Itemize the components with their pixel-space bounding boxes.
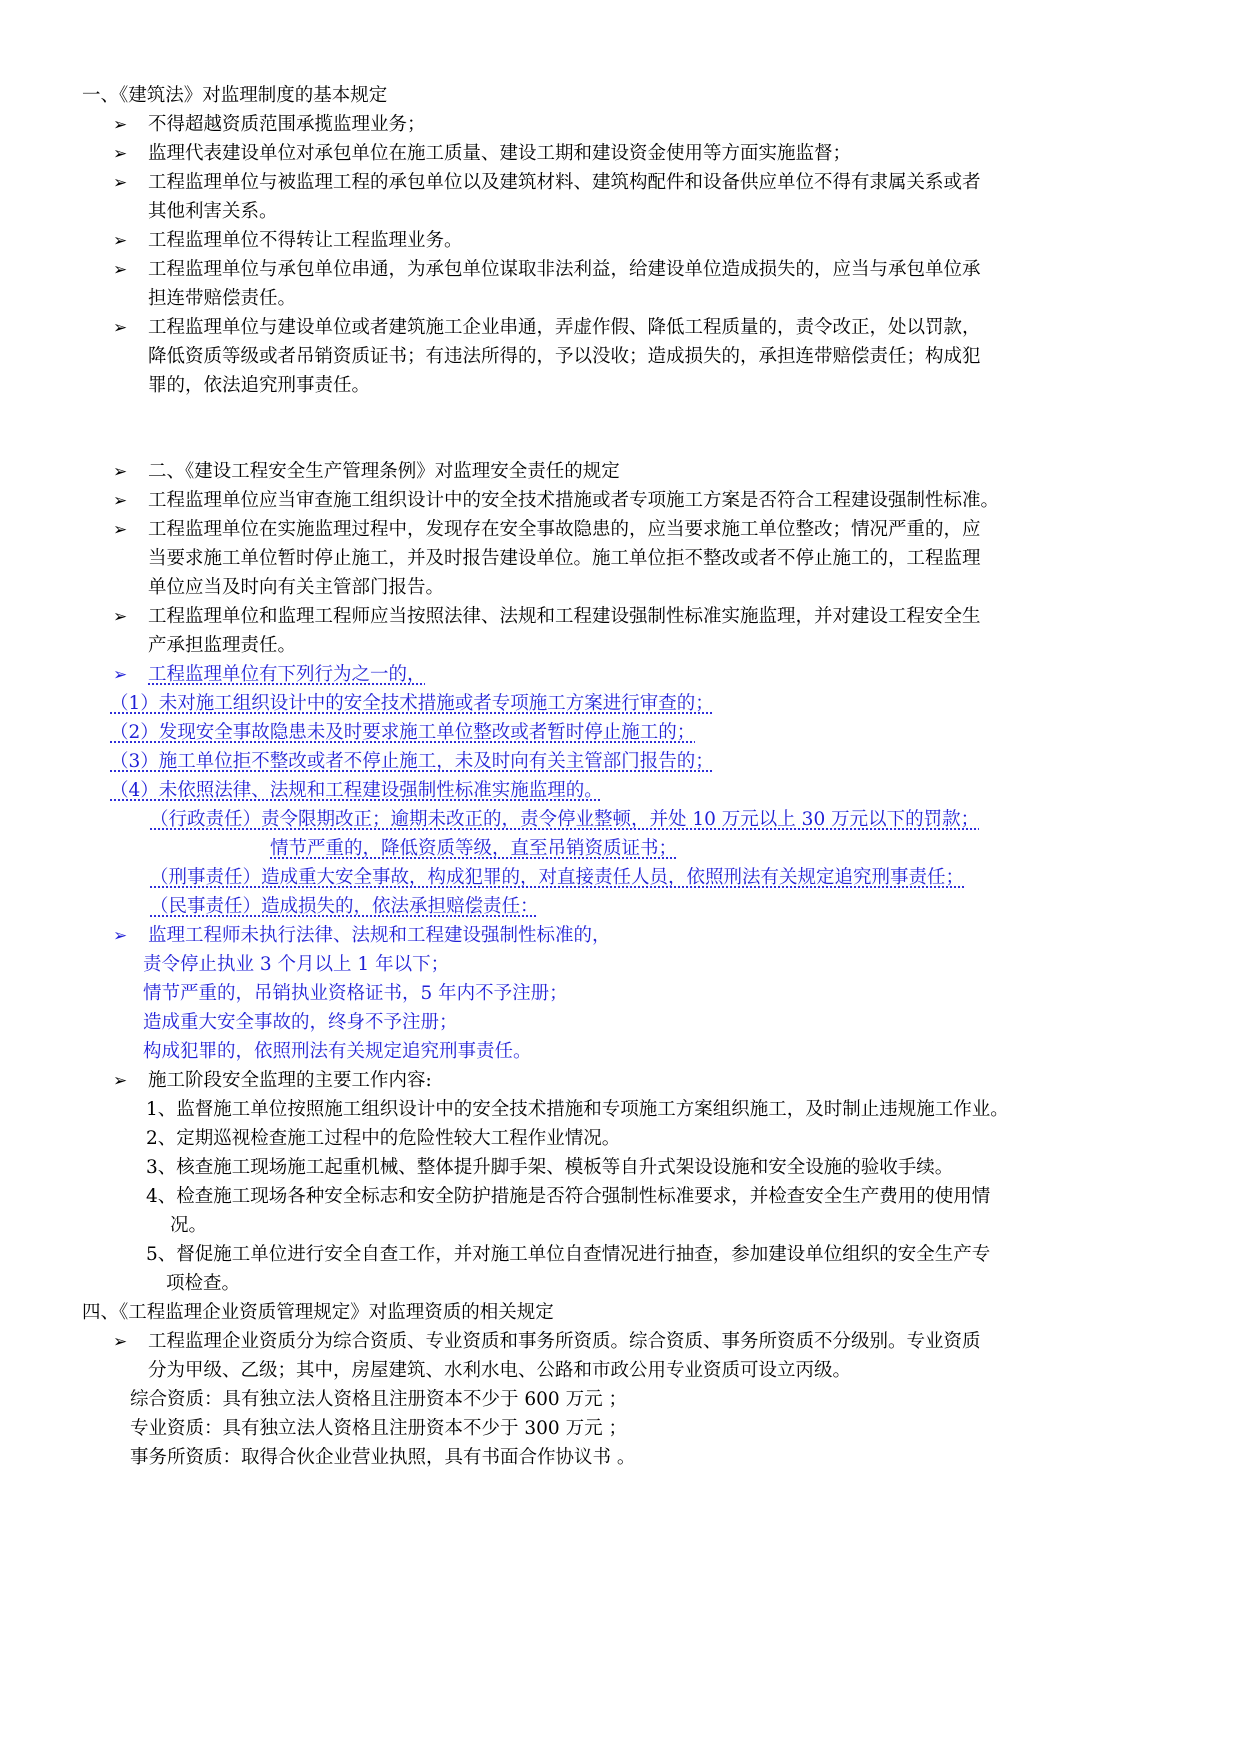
section-4-heading: 四、《工程监理企业资质管理规定》对监理资质的相关规定 xyxy=(82,1302,554,1323)
bullet-icon: ➢ xyxy=(113,231,128,251)
bullet-icon: ➢ xyxy=(113,115,128,135)
bullet-icon: ➢ xyxy=(113,926,128,946)
liability-criminal: （刑事责任）造成重大安全事故，构成犯罪的，对直接责任人员，依照刑法有关规定追究刑事责任； xyxy=(150,867,965,888)
list-item: 工程监理单位与被监理工程的承包单位以及建筑材料、建筑构配件和设备供应单位不得有隶属关系或者 xyxy=(148,172,981,193)
list-item: 工程监理单位在实施监理过程中，发现存在安全事故隐患的，应当要求施工单位整改；情况严重的，应 xyxy=(148,519,981,540)
work-item: 4、检查施工现场各种安全标志和安全防护措施是否符合强制性标准要求，并检查安全生产费用的使用情 xyxy=(146,1186,991,1207)
bullet-icon: ➢ xyxy=(113,260,128,280)
list-item: 工程监理单位应当审查施工组织设计中的安全技术措施或者专项施工方案是否符合工程建设强制性标准。 xyxy=(148,490,1000,511)
violation-item: （2）发现安全事故隐患未及时要求施工单位整改或者暂时停止施工的； xyxy=(110,722,696,743)
list-item: 工程监理企业资质分为综合资质、专业资质和事务所资质。综合资质、事务所资质不分级别。专业资质 xyxy=(148,1331,981,1352)
bullet-icon: ➢ xyxy=(113,607,128,627)
list-item-continuation: 产承担监理责任。 xyxy=(148,635,297,656)
bullet-icon: ➢ xyxy=(113,520,128,540)
engineer-line: 责令停止执业 3 个月以上 1 年以下； xyxy=(143,954,450,975)
list-item-continuation: 分为甲级、乙级；其中，房屋建筑、水利水电、公路和市政公用专业资质可设立丙级。 xyxy=(148,1360,852,1381)
qualification-professional: 专业资质：具有独立法人资格且注册资本不少于 300 万元 ； xyxy=(130,1418,627,1439)
list-item-continuation: 其他利害关系。 xyxy=(148,201,278,222)
work-heading: 施工阶段安全监理的主要工作内容: xyxy=(148,1070,432,1091)
list-item: 工程监理单位不得转让工程监理业务。 xyxy=(148,230,463,251)
bullet-icon: ➢ xyxy=(113,665,128,685)
liability-civil: （民事责任）造成损失的，依法承担赔偿责任： xyxy=(150,896,539,917)
liability-administrative-continuation: 情节严重的，降低资质等级，直至吊销资质证书； xyxy=(270,838,678,859)
work-item: 2、定期巡视检查施工过程中的危险性较大工程作业情况。 xyxy=(146,1128,621,1149)
list-item: 工程监理单位和监理工程师应当按照法律、法规和工程建设强制性标准实施监理，并对建设工程安全生 xyxy=(148,606,981,627)
list-item: 工程监理单位与建设单位或者建筑施工企业串通，弄虚作假、降低工程质量的，责令改正，处以罚款， xyxy=(148,317,981,338)
list-item-continuation: 单位应当及时向有关主管部门报告。 xyxy=(148,577,445,598)
bullet-icon: ➢ xyxy=(113,318,128,338)
qualification-comprehensive: 综合资质：具有独立法人资格且注册资本不少于 600 万元 ； xyxy=(130,1389,627,1410)
violation-item: （3）施工单位拒不整改或者不停止施工，未及时向有关主管部门报告的； xyxy=(110,751,714,772)
work-item: 3、核查施工现场施工起重机械、整体提升脚手架、模板等自升式架设设施和安全设施的验收手续。 xyxy=(146,1157,954,1178)
liability-administrative: （行政责任）责令限期改正；逾期未改正的，责令停业整顿，并处 10 万元以上 30 万元以下的罚款； xyxy=(150,809,980,830)
engineer-line: 造成重大安全事故的，终身不予注册； xyxy=(143,1012,458,1033)
bullet-icon: ➢ xyxy=(113,491,128,511)
work-item: 1、监督施工单位按照施工组织设计中的安全技术措施和专项施工方案组织施工，及时制止违规施工作业。 xyxy=(146,1099,1009,1120)
list-item-continuation: 罪的，依法追究刑事责任。 xyxy=(148,375,371,396)
bullet-icon: ➢ xyxy=(113,144,128,164)
list-item: 不得超越资质范围承揽监理业务； xyxy=(148,114,426,135)
work-item-continuation: 况。 xyxy=(170,1215,208,1236)
bullet-icon: ➢ xyxy=(113,1332,128,1352)
qualification-firm: 事务所资质：取得合伙企业营业执照，具有书面合作协议书 。 xyxy=(130,1447,636,1468)
section-1-heading: 一、《建筑法》对监理制度的基本规定 xyxy=(82,85,388,106)
list-item: 工程监理单位与承包单位串通，为承包单位谋取非法利益，给建设单位造成损失的，应当与承包单位承 xyxy=(148,259,981,280)
list-item-continuation: 降低资质等级或者吊销资质证书；有违法所得的，予以没收；造成损失的，承担连带赔偿责任；构成犯 xyxy=(148,346,981,367)
list-item-continuation: 担连带赔偿责任。 xyxy=(148,288,297,309)
work-item-continuation: 项检查。 xyxy=(166,1273,241,1294)
list-item: 监理代表建设单位对承包单位在施工质量、建设工期和建设资金使用等方面实施监督； xyxy=(148,143,852,164)
bullet-icon: ➢ xyxy=(113,462,128,482)
violation-intro: 工程监理单位有下列行为之一的， xyxy=(148,664,426,685)
engineer-intro: 监理工程师未执行法律、法规和工程建设强制性标准的， xyxy=(148,925,611,946)
section-2-heading: 二、《建设工程安全生产管理条例》对监理安全责任的规定 xyxy=(148,461,620,482)
engineer-line: 构成犯罪的，依照刑法有关规定追究刑事责任。 xyxy=(143,1041,532,1062)
engineer-line: 情节严重的，吊销执业资格证书，5 年内不予注册； xyxy=(143,983,568,1004)
bullet-icon: ➢ xyxy=(113,173,128,193)
bullet-icon: ➢ xyxy=(113,1071,128,1091)
violation-item: （1）未对施工组织设计中的安全技术措施或者专项施工方案进行审查的； xyxy=(110,693,714,714)
list-item-continuation: 当要求施工单位暂时停止施工，并及时报告建设单位。施工单位拒不整改或者不停止施工的，工程监理 xyxy=(148,548,981,569)
work-item: 5、督促施工单位进行安全自查工作，并对施工单位自查情况进行抽查，参加建设单位组织的安全生产专 xyxy=(146,1244,991,1265)
violation-item: （4）未依照法律、法规和工程建设强制性标准实施监理的。 xyxy=(110,780,603,801)
